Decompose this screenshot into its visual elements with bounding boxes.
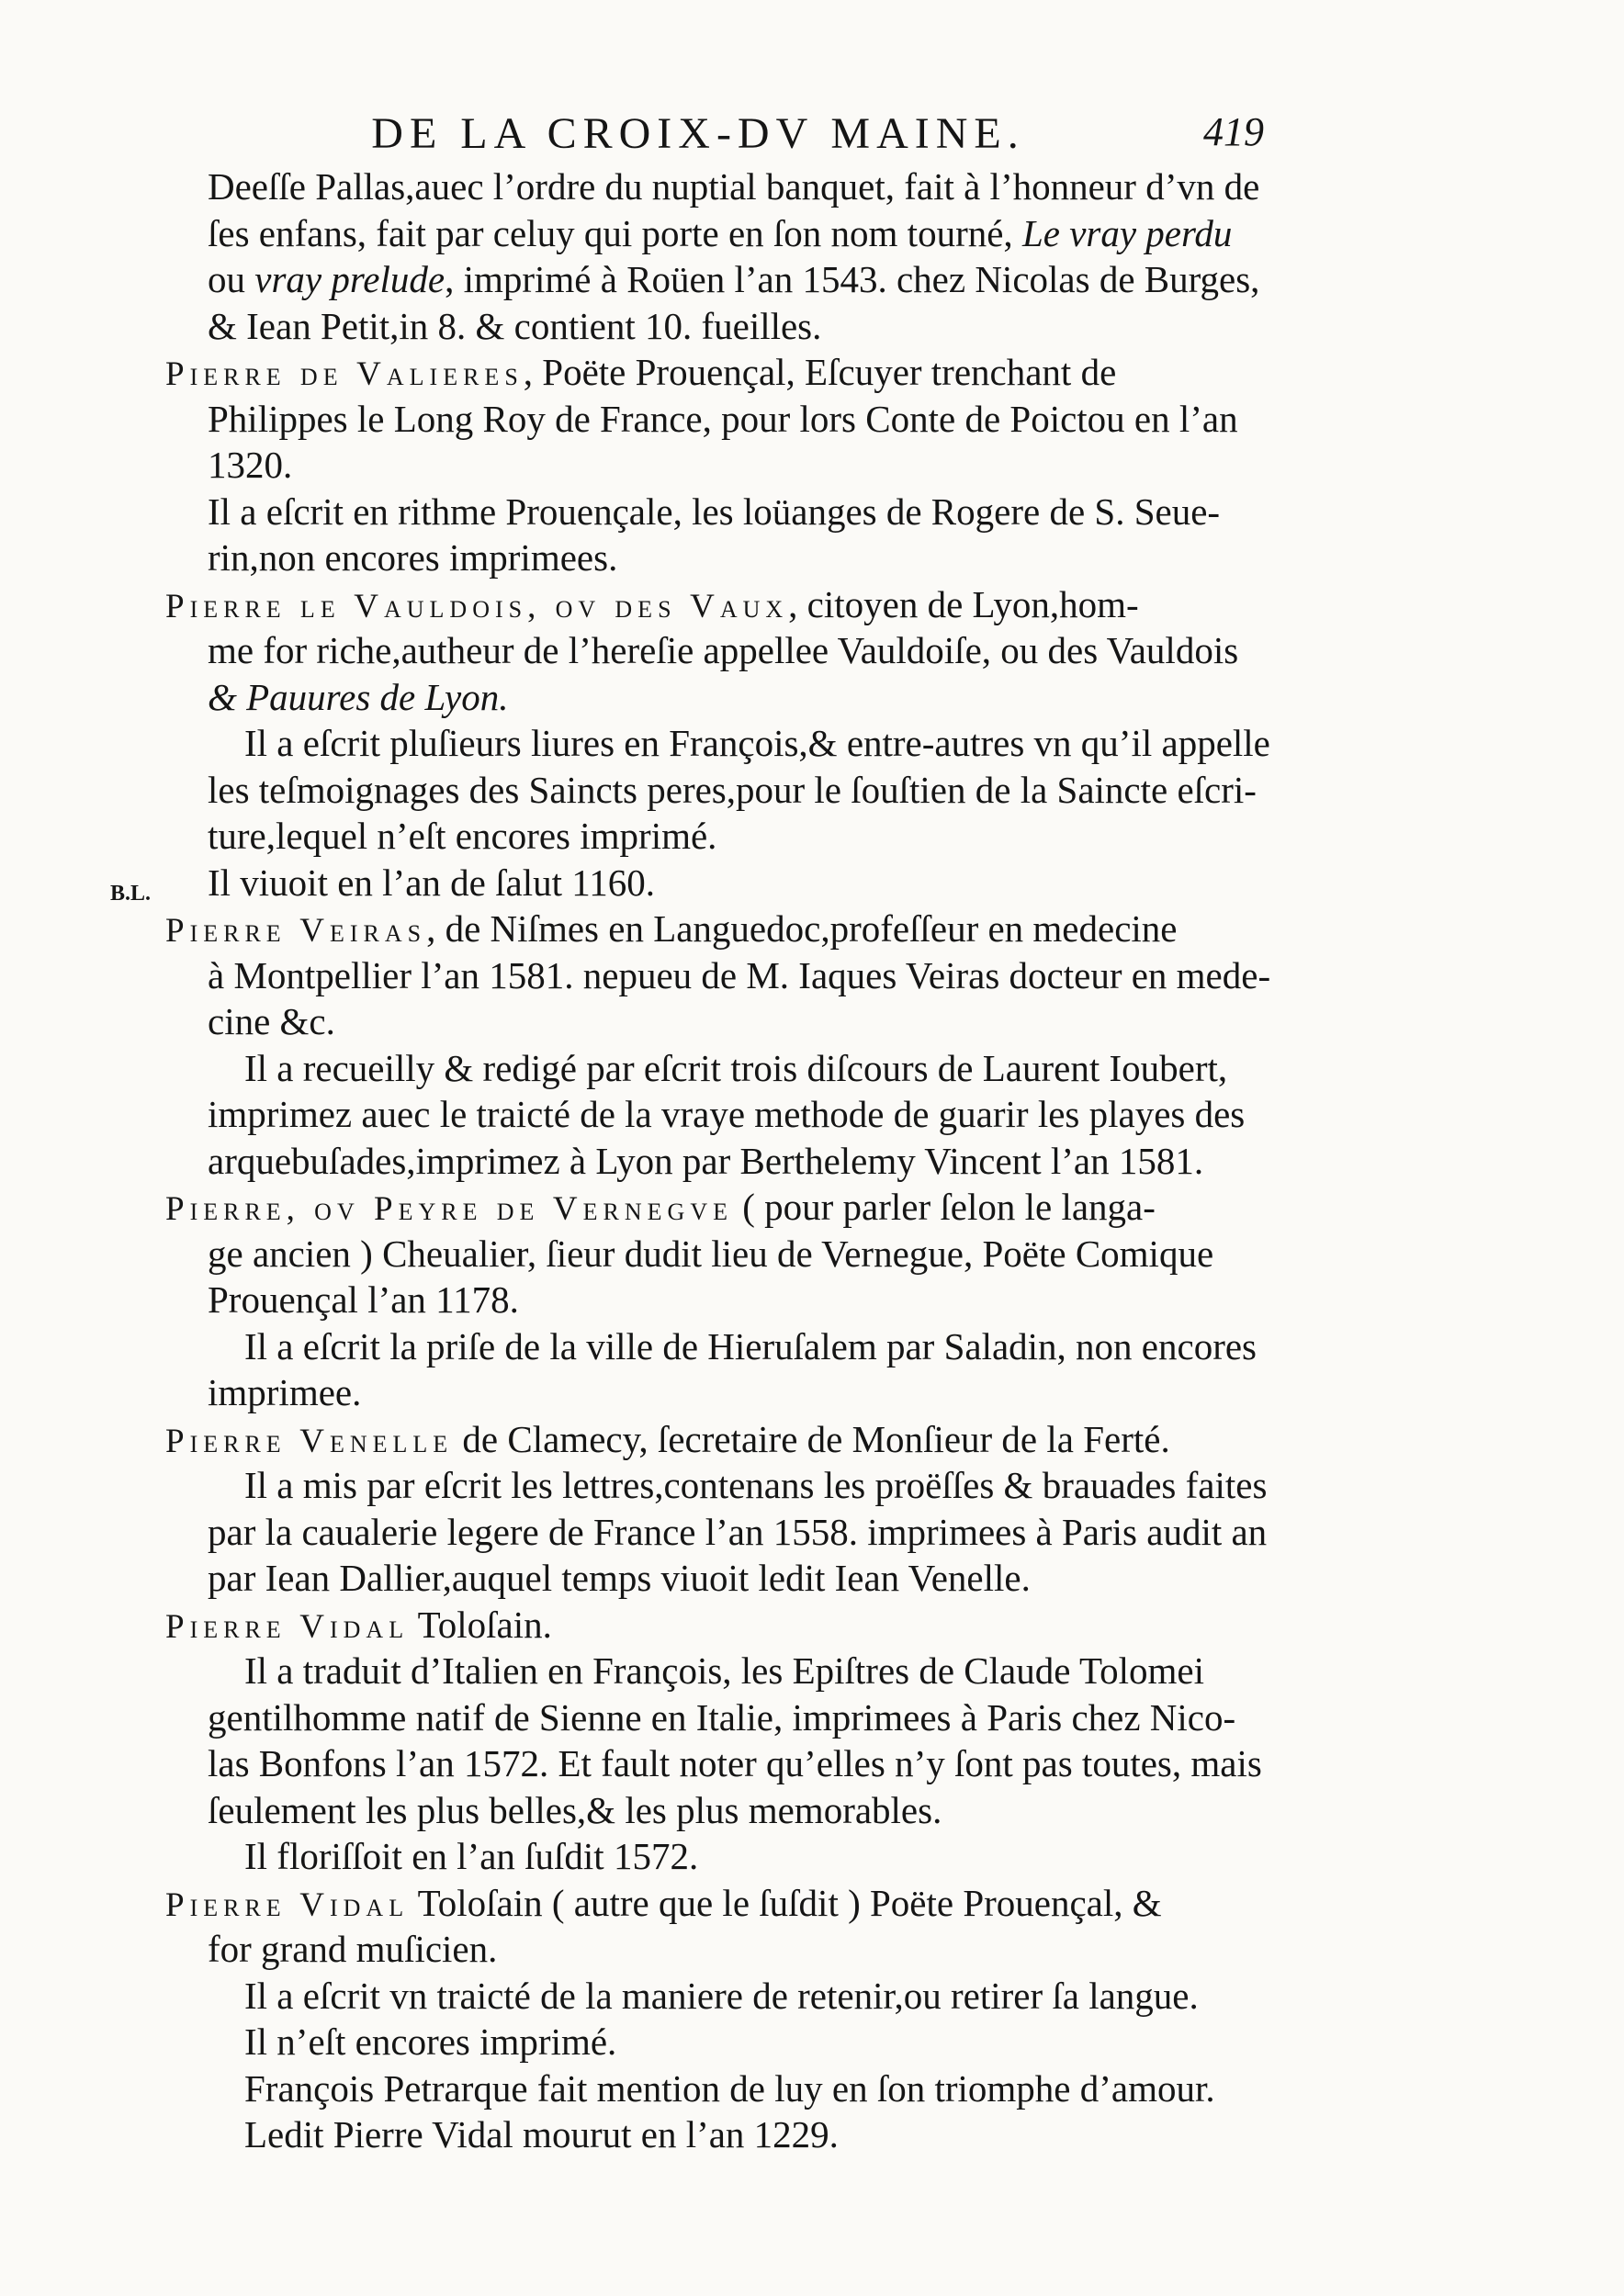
- text-line: las Bonfons l’an 1572. Et fault noter qu’elles n’y ſont pas toutes, mais: [208, 1742, 1262, 1784]
- text-line: Il n’eſt encores imprimé.: [244, 2020, 617, 2063]
- text-line: Prouençal l’an 1178.: [208, 1278, 519, 1321]
- text-line: & Iean Petit,in 8. & contient 10. fueilles.: [208, 304, 822, 347]
- text-line: cine &c.: [208, 1000, 335, 1042]
- text-line: imprimez auec le traicté de la vraye methode de guarir les playes des: [208, 1093, 1246, 1135]
- text-line: ge ancien ) Cheualier, ſieur dudit lieu de Vernegue, Poëte Comique: [208, 1232, 1214, 1275]
- text-line: me for riche,autheur de l’hereſie appellee Vauldoiſe, ou des Vauldois: [208, 629, 1239, 671]
- text-span: , de Niſmes en Languedoc,profeſſeur en medecine: [426, 907, 1178, 950]
- entry-heading: [165, 906, 1277, 952]
- text-line: Deeſſe Pallas,auec l’ordre du nuptial banquet, fait à l’honneur d’vn de: [208, 165, 1260, 208]
- text-line: [165, 210, 1277, 257]
- text-span: Toloſain.: [409, 1603, 552, 1646]
- text-span: ſes enfans, fait par celuy qui porte en ſon nom tourné,: [208, 211, 1022, 254]
- text-line: for grand muſicien.: [208, 1928, 498, 1970]
- text-line: ſeulement les plus belles,& les plus memorables.: [208, 1788, 942, 1831]
- text-line: arquebuſades,imprimez à Lyon par Berthelemy Vincent l’an 1581.: [208, 1139, 1204, 1182]
- text-line: à Montpellier l’an 1581. nepueu de M. Iaques Veiras docteur en mede-: [208, 953, 1271, 996]
- author-name: Pierre Vidal: [165, 1885, 410, 1924]
- text-span: ou: [208, 258, 255, 300]
- text-span: , Poëte Prouençal, Eſcuyer trenchant de: [523, 351, 1117, 393]
- text-line: Il a eſcrit en rithme Prouençale, les loüanges de Rogere de S. Seue-: [208, 490, 1221, 533]
- text-line: 1320.: [208, 444, 293, 486]
- entry-heading: [165, 1184, 1277, 1231]
- page-number: 419: [1203, 109, 1264, 154]
- text-line: & Pauures de Lyon.: [208, 675, 509, 718]
- author-name: Pierre de Valieres: [165, 355, 524, 393]
- text-line: les teſmoignages des Saincts peres,pour le ſouſtien de la Saincte eſcri-: [208, 768, 1257, 811]
- text-line: gentilhomme natif de Sienne en Italie, imprimees à Paris chez Nico-: [208, 1695, 1236, 1739]
- text-line: Il a mis par eſcrit les lettres,contenans les proëſſes & brauades faites: [244, 1464, 1268, 1506]
- entry-heading: [165, 1880, 1277, 1927]
- body-text: [165, 163, 1277, 2158]
- text-line: Il a eſcrit pluſieurs liures en François,& entre-autres vn qu’il appelle: [244, 722, 1270, 764]
- text-line: Ledit Pierre Vidal mourut en l’an 1229.: [244, 2113, 839, 2155]
- text-line: François Petrarque fait mention de luy en ſon triomphe d’amour.: [244, 2066, 1215, 2110]
- text-line: Il viuoit en l’an de ſalut 1160.: [208, 861, 655, 904]
- text-line: par la caualerie legere de France l’an 1558. imprimees à Paris audit an: [208, 1510, 1268, 1553]
- text-span: ( pour parler ſelon le langa-: [732, 1186, 1156, 1228]
- text-line: par Iean Dallier,auquel temps viuoit ledit Iean Venelle.: [208, 1557, 1031, 1599]
- text-line: [165, 256, 1277, 303]
- book-title: Le vray perdu: [1021, 211, 1233, 254]
- text-line: Il a traduit d’Italien en François, les Epiſtres de Claude Tolomei: [244, 1649, 1204, 1692]
- text-line: Il a eſcrit la priſe de la ville de Hieruſalem par Saladin, non encores: [244, 1324, 1257, 1367]
- author-name: Pierre, ov Peyre de Vernegve: [165, 1190, 733, 1228]
- entry-heading: [165, 349, 1277, 396]
- entry-heading: [165, 581, 1277, 628]
- text-line: ture,lequel n’eſt encores imprimé.: [208, 815, 717, 857]
- text-span: de Clamecy, ſecretaire de Monſieur de la Ferté.: [453, 1417, 1170, 1460]
- text-line: rin,non encores imprimees.: [208, 536, 618, 579]
- running-head: DE LA CROIX-DV MAINE.: [371, 109, 1025, 158]
- entry-heading: [165, 1416, 1277, 1463]
- author-name: Pierre Venelle: [165, 1422, 454, 1460]
- text-line: Philippes le Long Roy de France, pour lors Conte de Poictou en l’an: [208, 397, 1238, 440]
- text-line: Il floriſſoit en l’an ſuſdit 1572.: [244, 1835, 699, 1877]
- author-name: Pierre Veiras: [165, 912, 427, 950]
- author-name: Pierre le Vauldois, ov des Vaux: [165, 587, 789, 625]
- text-line: Il a recueilly & redigé par eſcrit trois diſcours de Laurent Ioubert,: [244, 1046, 1228, 1089]
- book-title: vray prelude: [254, 258, 445, 300]
- text-span: , citoyen de Lyon,hom-: [788, 582, 1139, 625]
- entry-heading: [165, 1602, 1277, 1649]
- text-span: Toloſain ( autre que le ſuſdit ) Poëte Prouençal, &: [409, 1881, 1162, 1924]
- text-line: Il a eſcrit vn traicté de la maniere de retenir,ou retirer ſa langue.: [244, 1974, 1199, 2017]
- text-line: imprimee.: [208, 1371, 362, 1413]
- text-span: , imprimé à Roüen l’an 1543. chez Nicolas de Burges,: [445, 258, 1260, 300]
- margin-note: B.L.: [110, 882, 152, 906]
- author-name: Pierre Vidal: [165, 1607, 410, 1646]
